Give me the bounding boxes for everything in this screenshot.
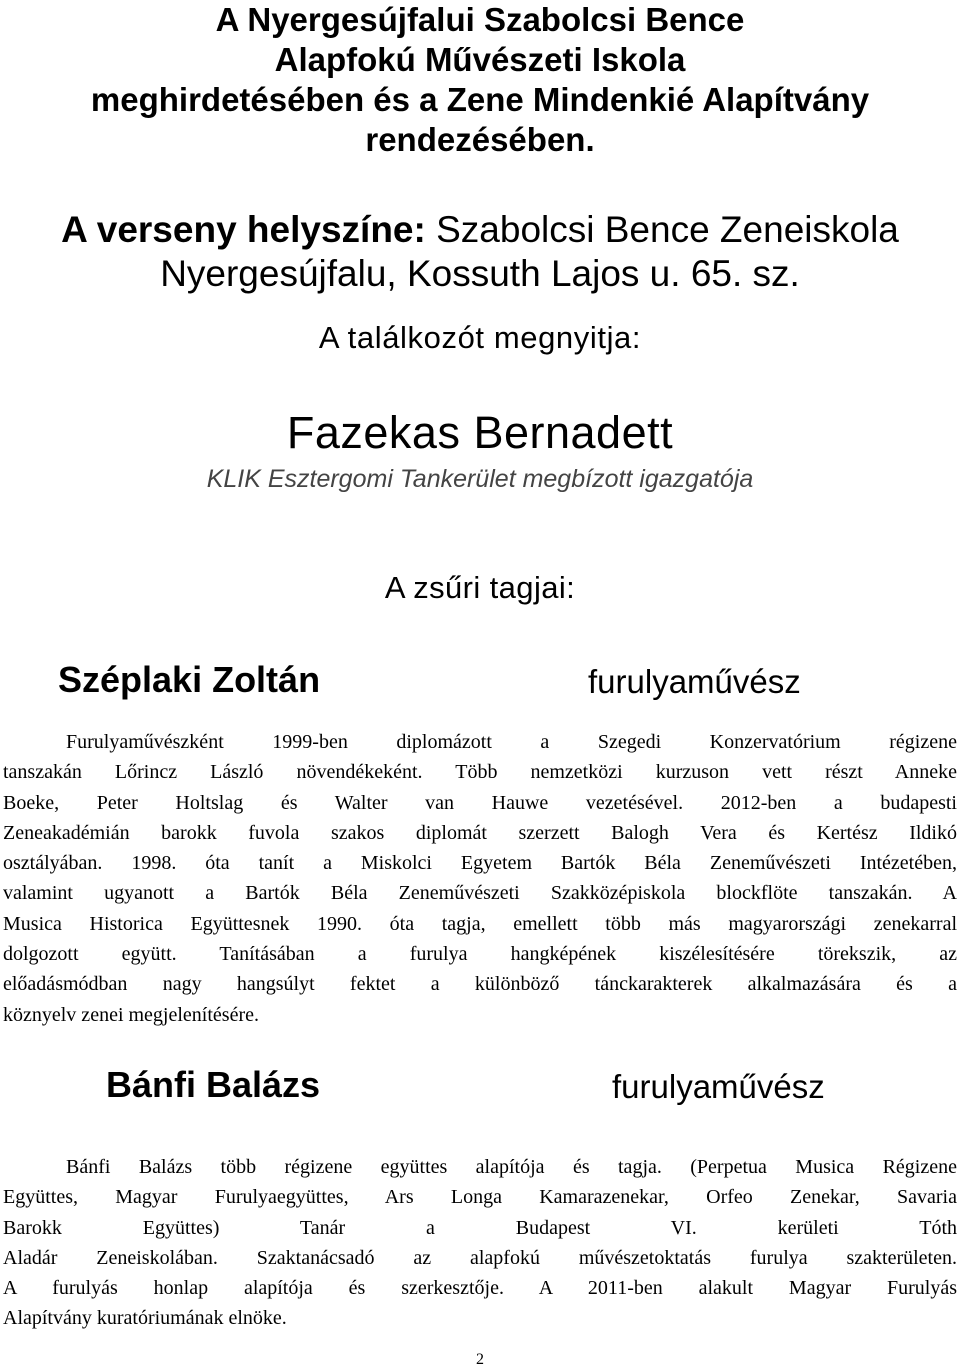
bio2-line-5: A furulyás honlap alapítója és szerkesztője. A 2011-ben alakult Magyar Furulyás: [3, 1277, 957, 1300]
bio2-line-2: Együttes, Magyar Furulyaegyüttes, Ars Longa Kamarazenekar, Orfeo Zenekar, Savaria: [3, 1186, 957, 1209]
bio1-line-7: Musica Historica Együttesnek 1990. óta tagja, emellett több más magyarországi zenekarral: [3, 912, 957, 935]
page-number: 2: [476, 1351, 484, 1368]
bio1-line-5: osztályában. 1998. óta tanít a Miskolci Egyetem Bartók Béla Zeneművészeti Intézetében,: [3, 852, 957, 875]
bio1-line-6: valamint ugyanott a Bartók Béla Zeneművészeti Szakközépiskola blockflöte tanszakán. A: [3, 882, 957, 905]
bio2-line-1: Bánfi Balázs több régizene együttes alapítója és tagja. (Perpetua Musica Régizene: [66, 1156, 957, 1178]
member-bio-1: [3, 727, 957, 1030]
bio1-line-2: tanszakán Lőrincz László növendékeként. Több nemzetközi kurzuson vett részt Anneke: [3, 761, 957, 784]
member-bio-2: [3, 1152, 957, 1334]
member-name-2: Bánfi Balázs: [106, 1064, 321, 1105]
bio2-line-3: Barokk Együttes) Tanár a Budapest VI. kerületi Tóth: [3, 1216, 957, 1239]
venue-value-line2: Nyergesújfalu, Kossuth Lajos u. 65. sz.: [160, 253, 800, 294]
venue-line-1: [0, 208, 960, 252]
bio1-line-9: előadásmódban nagy hangsúlyt fektet a különböző tánckarakterek alkalmazására és a: [3, 973, 957, 996]
title-line-1: A Nyergesújfalui Szabolcsi Bence: [215, 1, 745, 38]
bio1-line-4: Zeneakadémián barokk fuvola szakos diplomát szerzett Balogh Vera és Kertész Ildikó: [3, 821, 957, 844]
title-line-2: Alapfokú Művészeti Iskola: [274, 41, 686, 78]
title-line-4: rendezésében.: [365, 121, 595, 158]
title-line-3: meghirdetésében és a Zene Mindenkié Alapítvány: [90, 81, 870, 118]
bio1-line-8: dolgozott együtt. Tanításában a furulya hangképének kiszélesítésére törekszik, az: [3, 943, 957, 966]
member-role-2: furulyaművész: [612, 1068, 825, 1105]
bio2-line-6: Alapítvány kuratóriumának elnöke.: [3, 1307, 287, 1330]
bio1-line-1: Furulyaművészként 1999-ben diplomázott a Szegedi Konzervatórium régizene: [66, 731, 957, 753]
opening-heading: A találkozót megnyitja:: [318, 320, 642, 355]
opening-role: KLIK Esztergomi Tankerület megbízott igazgatója: [206, 465, 754, 493]
jury-heading: A zsűri tagjai:: [384, 570, 576, 605]
member-name-1: Széplaki Zoltán: [58, 659, 321, 700]
bio1-line-3: Boeke, Peter Holtslag és Walter van Hauwe vezetésével. 2012-ben a budapesti: [3, 791, 957, 814]
venue-value-line1: Szabolcsi Bence Zeneiskola: [425, 209, 899, 250]
opening-name: Fazekas Bernadett: [286, 407, 674, 458]
member-role-1: furulyaművész: [588, 663, 801, 700]
venue-label: A verseny helyszíne:: [61, 209, 426, 250]
bio1-line-10: köznyelv zenei megjelenítésére.: [3, 1003, 259, 1026]
bio2-line-4: Aladár Zeneiskolában. Szaktanácsadó az alapfokú művészetoktatás furulya szakterületen.: [3, 1246, 957, 1269]
